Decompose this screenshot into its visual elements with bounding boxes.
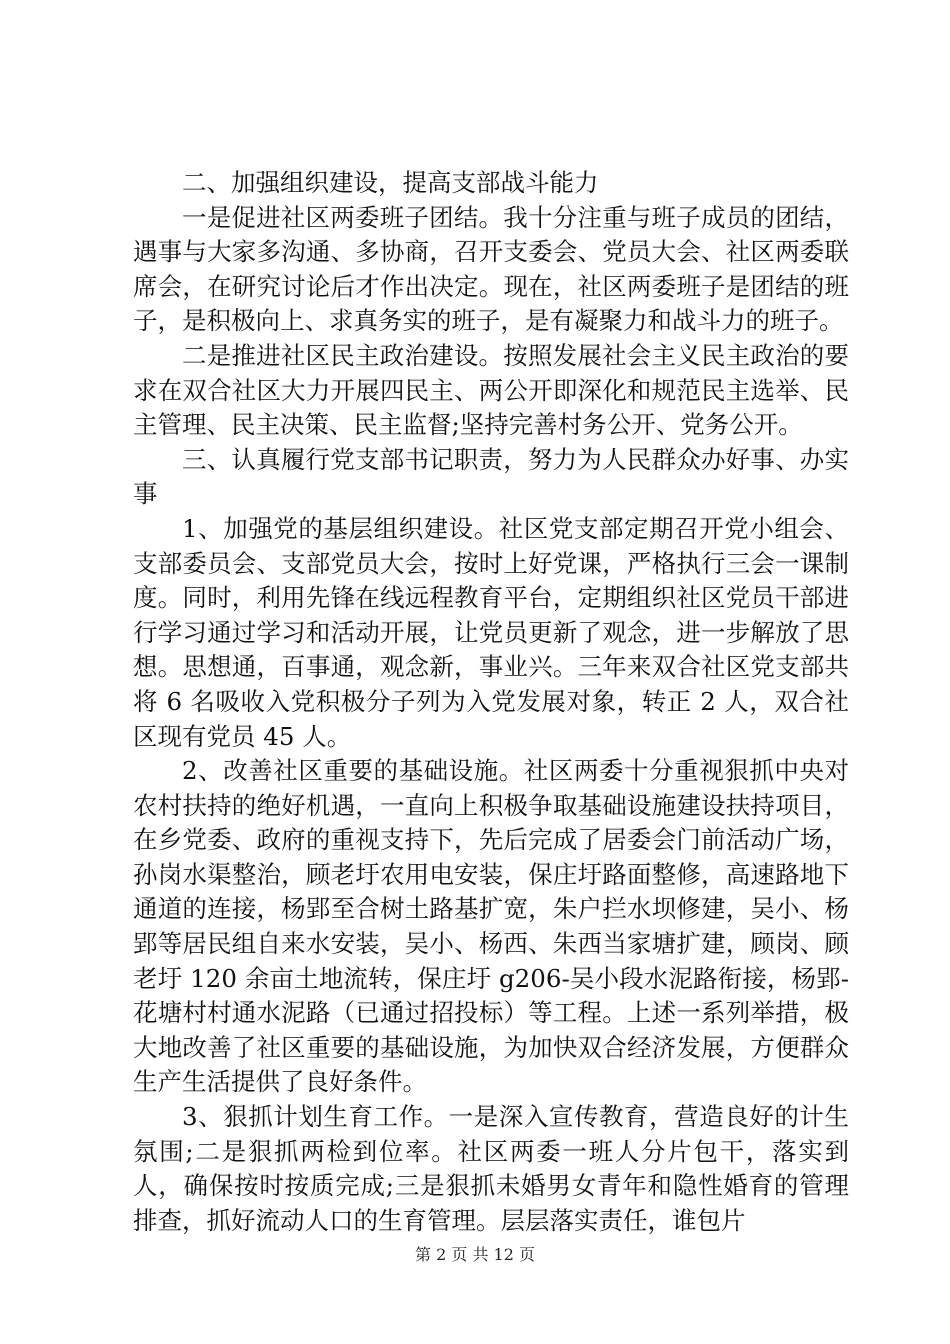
paragraph-infrastructure: 2、改善社区重要的基础设施。社区两委十分重视狠抓中央对农村扶持的绝好机遇，一直向上积极争取基础设施建设扶持项目，在乡党委、政府的重视支持下，先后完成了居委会门前活动广场，孙岗水渠整治，顾老圩农用电安装，保庄圩路面整修，高速路地下通道的连接，杨郢至合树土路基扩宽，朱户拦水坝修建，吴小、杨郢等居民组自来水安装，吴小、杨西、朱西当家塘扩建，顾岗、顾老圩 120 余亩土地流转，保庄圩 g206-吴小段水泥路衔接，杨郢-花塘村村通水泥路（已通过招投标）等工程。上述一系列举措，极大地改善了社区重要的基础设施，为加快双合经济发展，方便群众生产生活提供了良好条件。	[133, 756, 849, 1097]
paragraph-party-organization: 1、加强党的基层组织建设。社区党支部定期召开党小组会、支部委员会、支部党员大会，按时上好党课，严格执行三会一课制度。同时，利用先锋在线远程教育平台，定期组织社区党员干部进行学习通过学习和活动开展，让党员更新了观念，进一步解放了思想。思想通，百事通，观念新，事业兴。三年来双合社区党支部共将 6 名吸收入党积极分子列为入党发展对象，转正 2 人，双合社区现有党员 45 人。	[133, 513, 849, 751]
paragraph-team-unity: 一是促进社区两委班子团结。我十分注重与班子成员的团结，遇事与大家多沟通、多协商，召开支委会、党员大会、社区两委联席会，在研究讨论后才作出决定。现在，社区两委班子是团结的班子，是积极向上、求真务实的班子，是有凝聚力和战斗力的班子。	[133, 202, 849, 336]
section-heading-2: 二、加强组织建设，提高支部战斗能力	[182, 168, 599, 197]
paragraph-family-planning: 3、狠抓计划生育工作。一是深入宣传教育，营造良好的计生氛围;二是狠抓两检到位率。社区两委一班人分片包干，落实到人，确保按时按质完成;三是狠抓未婚男女青年和隐性婚育的管理排查，抓好流动人口的生育管理。层层落实责任，谁包片	[133, 1102, 849, 1235]
page-footer: 第 2 页 共 12 页	[415, 1245, 535, 1264]
document-body	[133, 166, 849, 1238]
section-heading-3: 三、认真履行党支部书记职责，努力为人民群众办好事、办实事	[133, 444, 849, 509]
paragraph-democracy: 二是推进社区民主政治建设。按照发展社会主义民主政治的要求在双合社区大力开展四民主、两公开即深化和规范民主选举、民主管理、民主决策、民主监督;坚持完善村务公开、党务公开。	[133, 340, 849, 440]
